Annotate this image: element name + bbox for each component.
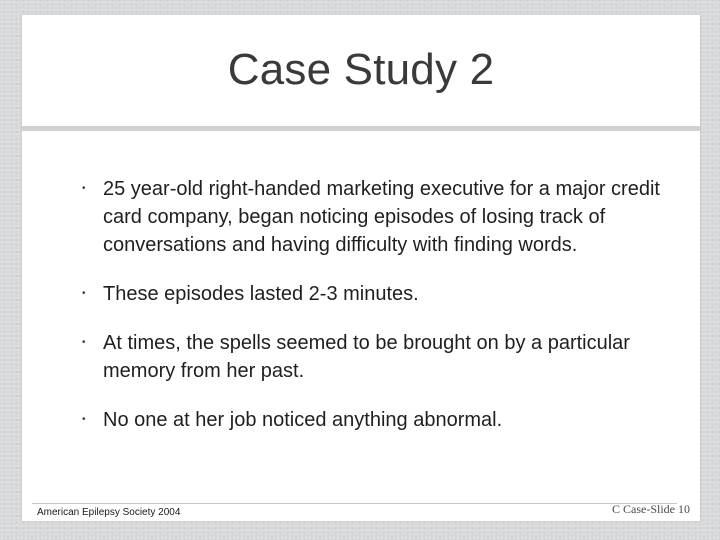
bullet-text: 25 year-old right-handed marketing executive for a major credit card company, began noticing episodes of losing track of conversations and having difficulty with finding words.: [103, 178, 660, 256]
bullet-item: [82, 329, 682, 385]
bullet-dot-icon: •: [82, 183, 86, 194]
title-divider: [22, 126, 700, 131]
slide: [22, 15, 700, 521]
bullet-text: At times, the spells seemed to be brought on by a particular memory from her past.: [103, 332, 630, 382]
bullet-item: [82, 280, 682, 308]
slide-number: C Case-Slide 10: [612, 502, 690, 516]
footer-credit: American Epilepsy Society 2004: [37, 507, 181, 518]
bullet-dot-icon: •: [82, 288, 86, 299]
bullet-item: [82, 406, 682, 434]
bullet-item: [82, 175, 682, 259]
bullet-text: These episodes lasted 2-3 minutes.: [103, 283, 419, 305]
footer-divider: [32, 503, 677, 504]
slide-title: Case Study 2: [227, 45, 495, 94]
bullet-dot-icon: •: [82, 337, 86, 348]
bullet-text: No one at her job noticed anything abnormal.: [103, 409, 503, 431]
title-area: [22, 15, 700, 125]
bullet-dot-icon: •: [82, 414, 86, 425]
bullet-list: [82, 175, 682, 455]
